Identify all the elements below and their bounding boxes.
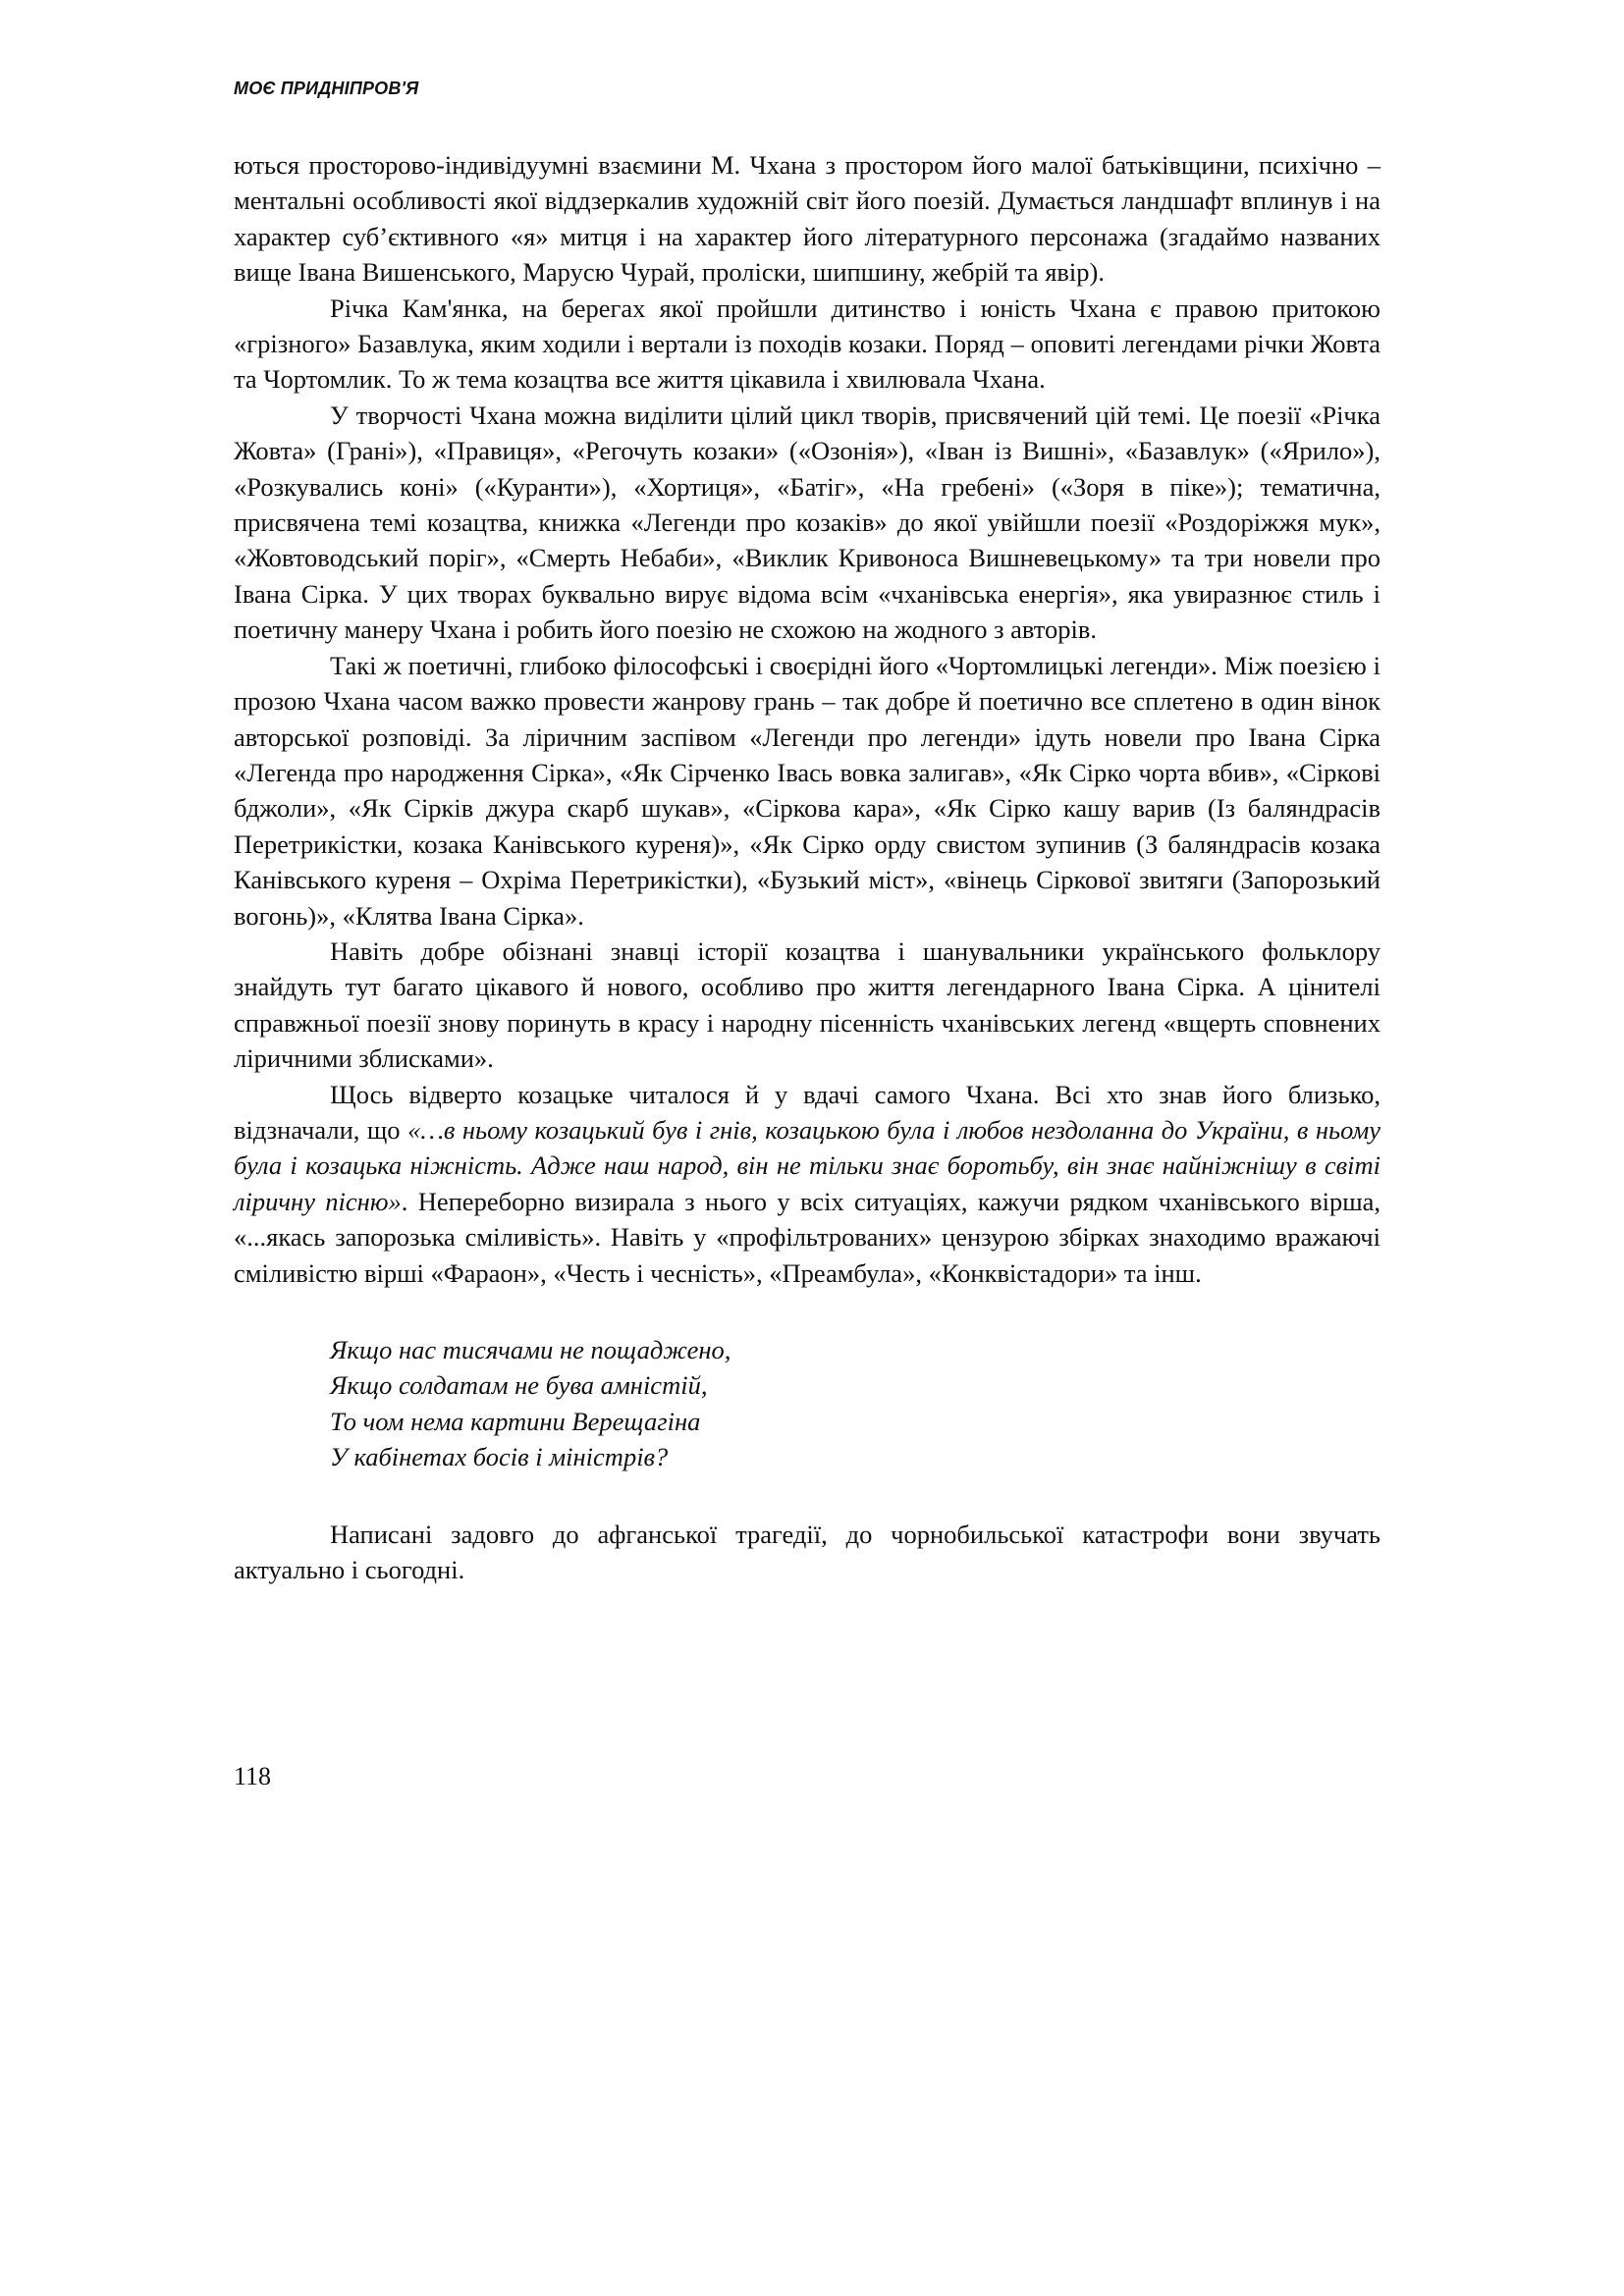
poem-line: Якщо нас тисячами не пощаджено,	[330, 1335, 731, 1364]
paragraph-6-start: Щось відверто козацьке читалося й у вдачі самого Чхана. Всі хто знав його близько, відзначали, що	[234, 1079, 1380, 1145]
running-title: МОЄ ПРИДНІПРОВ'Я	[234, 79, 419, 98]
paragraph-4: Такі ж поетичні, глибоко філософські і своєрідні його «Чортомлицькі легенди». Між поезією і прозою Чхана часом важко провести жанрову грань – так добре й поетично все сплетено в один вінок авторської розповіді. За ліричним заспівом «Легенди про легенди» ідуть новели про Івана Сірка «Легенда про народження Сірка», «Як Сірченко Івась вовка залигав», «Як Сірко чорта вбив», «Сіркові бджоли», «Як Сірків джура скарб шукав», «Сіркова кара», «Як Сірко кашу варив (Із баляндрасів Перетрикістки, козака Канівського куреня)», «Як Сірко орду свистом зупинив (З баляндрасів козака Канівського куреня – Охріма Перетрикістки), «Бузький міст», «вінець Сіркової звитяги (Запорозький вогонь)», «Клятва Івана Сірка».	[234, 650, 1380, 931]
paragraph-2: Річка Кам'янка, на берегах якої пройшли дитинство і юність Чхана є правою притокою «грізного» Базавлука, яким ходили і вертали із походів козаки. Поряд – оповиті легендами річки Жовта та Чортомлик. То ж тема козацтва все життя цікавила і хвилювала Чхана.	[234, 293, 1380, 395]
paragraph-7: Написані задовго до афганської трагедії, до чорнобильської катастрофи вони звучать актуально і сьогодні.	[234, 1519, 1380, 1585]
paragraph-6	[234, 1077, 1380, 1291]
poem-line: У кабінетах босів і міністрів?	[330, 1442, 669, 1472]
article-body	[234, 147, 1380, 1587]
chkhan-quote: «…в ньому козацький був і гнів, козацькою була і любов нездоланна до України, в ньому була і козацька ніжність. Адже наш народ, він не тільки знає боротьбу, він знає найніжнішу в світі ліричну пісню»	[234, 1114, 1380, 1216]
paragraph-3: У творчості Чхана можна виділити цілий цикл творів, присвячений цій темі. Це поезії «Річка Жовта» (Грані»), «Правиця», «Регочуть козаки» («Озонія»), «Іван із Вишні», «Базавлук» («Ярило»), «Розкувались коні» («Куранти»), «Хортиця», «Батіг», «На гребені» («Зоря в піке»); тематична, присвячена темі козацтва, книжка «Легенди про козаків» до якої увійшли поезії «Роздоріжжя мук», «Жовтоводський поріг», «Смерть Небаби», «Виклик Кривоноса Вишневецькому» та три новели про Івана Сірка. У цих творах буквально вирує відома всім «чханівська енергія», яка увиразнює стиль і поетичну манеру Чхана і робить його поезію не схожою на жодного з авторів.	[234, 400, 1380, 645]
paragraph-5: Навіть добре обізнані знавці історії козацтва і шанувальники українського фольклору знайдуть тут багато цікавого й нового, особливо про життя легендарного Івана Сірка. А цінителі справжньої поезії знову поринуть в красу і народну пісенність чханівських легенд «вщерть сповнених ліричними зблисками».	[234, 935, 1380, 1074]
poem-excerpt	[330, 1332, 1380, 1475]
poem-line: Якщо солдатам не бува амністій,	[330, 1370, 708, 1401]
poem-line: То чом нема картини Верещагіна	[330, 1406, 701, 1436]
paragraph-6-end: . Непереборно визирала з нього у всіх ситуаціях, кажучи рядком чханівського вірша, «...якась запорозька сміливість». Навіть у «профільтрованих» цензурою збірках знаходимо вражаючі сміливістю вірші «Фараон», «Честь і чесність», «Преамбула», «Конквістадори» та інш.	[234, 1186, 1380, 1288]
paragraph-1: ються просторово-індивідуумні взаємини М. Чхана з простором його малої батьківщини, психічно – ментальні особливості якої віддзеркалив художній світ його поезій. Думається ландшафт вплинув і на характер суб’єктивного «я» митця і на характер його літературного персонажа (згадаймо названих вище Івана Вишенського, Марусю Чурай, проліски, шипшину, жебрій та явір).	[234, 150, 1380, 288]
page-number: 118	[234, 1762, 272, 1790]
